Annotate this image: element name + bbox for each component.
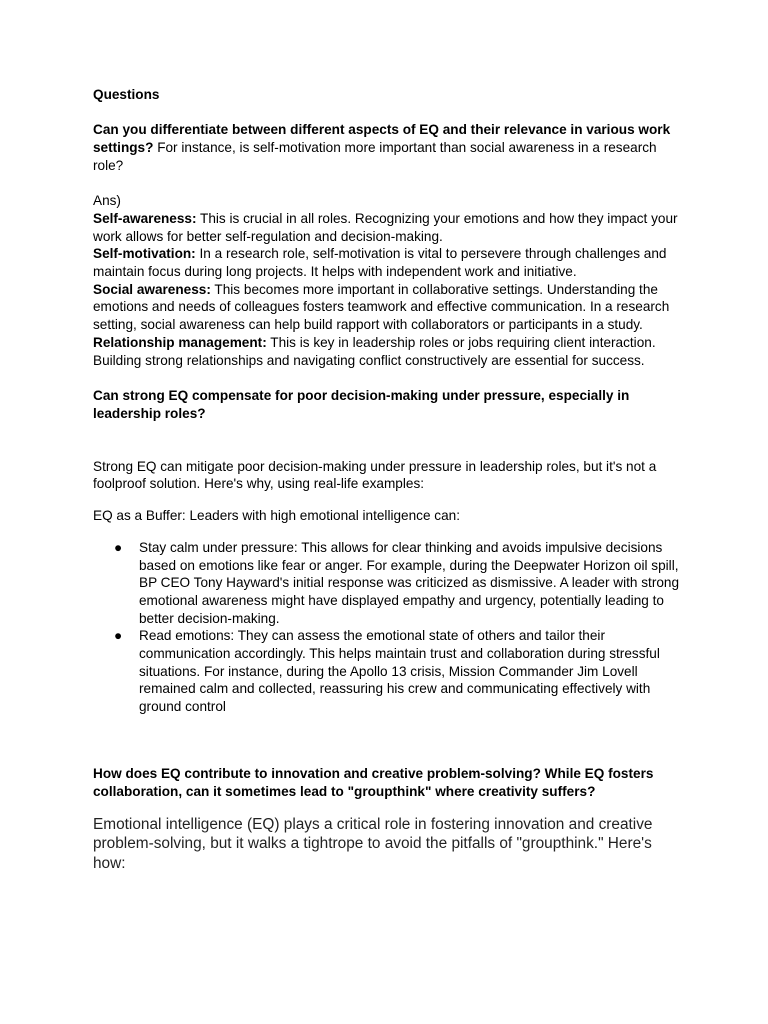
aspect-text: This is key in leadership roles or jobs requiring client interaction. Building strong relationships and navigating conflict constructively are essential for success. — [93, 334, 656, 368]
spacer — [93, 734, 683, 752]
bullet-icon: ● — [114, 539, 123, 555]
spacer — [93, 716, 683, 734]
spacer — [93, 493, 683, 507]
question-2: Can strong EQ compensate for poor decision-making under pressure, especially in leadership roles? — [93, 387, 630, 421]
question-3: How does EQ contribute to innovation and creative problem-solving? While EQ fosters collaboration, can it sometimes lead to "groupthink" where creativity suffers? — [93, 766, 654, 799]
spacer — [93, 801, 683, 815]
buffer-line: EQ as a Buffer: Leaders with high emotional intelligence can: — [93, 508, 460, 524]
spacer — [93, 175, 683, 193]
spacer — [93, 422, 683, 440]
aspect-term: Social awareness: — [93, 281, 211, 297]
spacer — [93, 751, 683, 765]
question-3-intro: Emotional intelligence (EQ) plays a critical role in fostering innovation and creative problem-solving, but it walks a tightrope to avoid the pitfalls of "groupthink." Here's how: — [93, 815, 653, 872]
aspect-self-motivation — [93, 245, 683, 280]
list-item-text: Stay calm under pressure: This allows for clear thinking and avoids impulsive decisions based on emotions like fear or anger. For example, during the Deepwater Horizon oil spill, BP CEO Tony Hayward's initial response was criticized as dismissive. A leader with strong emotional awareness might have displayed empathy and urgency, potentially leading to better decision-making. — [139, 539, 680, 626]
aspect-term: Self-awareness: — [93, 210, 197, 226]
aspect-self-awareness — [93, 210, 683, 245]
spacer — [93, 525, 683, 539]
question-2-intro: Strong EQ can mitigate poor decision-making under pressure in leadership roles, but it's not a foolproof solution. Here's why, using real-life examples: — [93, 458, 657, 492]
aspect-relationship-management — [93, 334, 683, 369]
aspect-text: This becomes more important in collaborative settings. Understanding the emotions and needs of colleagues fosters teamwork and effective communication. In a research setting, social awareness can help build rapport with collaborators or participants in a study. — [93, 281, 670, 333]
aspect-term: Self-motivation: — [93, 246, 196, 262]
aspect-social-awareness — [93, 281, 683, 334]
aspect-text: This is crucial in all roles. Recognizing your emotions and how they impact your work allows for better self-regulation and decision-making. — [93, 210, 678, 244]
buffer-bullet-list — [93, 539, 683, 716]
questions-heading: Questions — [93, 87, 160, 102]
spacer — [93, 369, 683, 387]
question-1-bold: Can you differentiate between different aspects of EQ and their relevance in various work settings? — [93, 122, 671, 156]
spacer — [93, 104, 683, 122]
list-item — [93, 539, 683, 628]
aspect-text: In a research role, self-motivation is vital to persevere through challenges and maintain focus during long projects. It helps with independent work and initiative. — [93, 246, 667, 279]
document-page — [93, 86, 683, 873]
list-item-text: Read emotions: They can assess the emotional state of others and tailor their communication accordingly. This helps maintain trust and collaboration during stressful situations. For instance, during the Apollo 13 crisis, Mission Commander Jim Lovell remained calm and collected, reassuring his crew and communicating effectively with ground control — [139, 628, 660, 715]
bullet-icon: ● — [114, 628, 123, 644]
answer-label: Ans) — [93, 193, 121, 209]
question-1-rest: For instance, is self-motivation more important than social awareness in a research role? — [93, 140, 657, 173]
question-1 — [93, 121, 683, 174]
list-item — [93, 627, 683, 716]
spacer — [93, 440, 683, 458]
aspect-term: Relationship management: — [93, 334, 267, 350]
